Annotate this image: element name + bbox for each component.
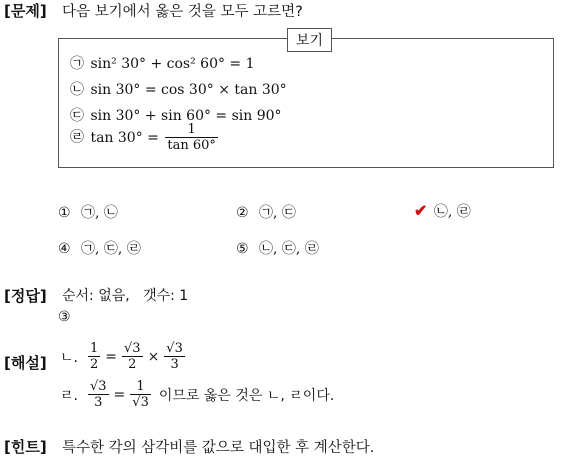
explanation-conclusion: 이므로 옳은 것은 ㄴ, ㄹ이다. <box>158 387 335 404</box>
explanation-fraction <box>122 341 143 372</box>
option-text: ㉠, ㉢, ㉣ <box>81 241 141 257</box>
explanation-line-2 <box>60 379 334 410</box>
item-formula-left: tan 30° = <box>90 129 159 146</box>
check-icon: ✔ <box>414 201 428 220</box>
option-number: ④ <box>58 241 71 257</box>
fraction-denominator: 2 <box>89 357 99 372</box>
example-item-2 <box>70 79 287 99</box>
option-number: ① <box>58 205 71 221</box>
answer-tag: [정답] <box>4 287 47 305</box>
example-item-1 <box>70 53 255 73</box>
fraction-denominator: 2 <box>122 356 143 372</box>
fraction-numerator: √3 <box>124 341 141 356</box>
item-marker: ㉢ <box>70 108 84 124</box>
option-5[interactable] <box>236 238 319 258</box>
explanation-label: ㄴ. <box>60 349 78 366</box>
equals-sign: = <box>105 348 117 365</box>
fraction-denominator: 3 <box>88 394 109 410</box>
fraction-numerator: 1 <box>89 341 99 356</box>
option-text: ㉡, ㉢, ㉣ <box>259 241 319 257</box>
hint-text: 특수한 각의 삼각비를 값으로 대입한 후 계산한다. <box>62 440 375 456</box>
option-4[interactable] <box>58 238 141 258</box>
example-box-label: 보기 <box>287 28 332 52</box>
option-1[interactable] <box>58 202 118 222</box>
explanation-tag: [해설] <box>4 354 47 372</box>
explanation-fraction <box>164 341 185 372</box>
option-text: ㉠, ㉢ <box>259 205 296 221</box>
option-text: ㉠, ㉡ <box>81 205 118 221</box>
option-text: ㉡, ㉣ <box>433 204 471 220</box>
explanation-fraction <box>88 341 100 372</box>
fraction-numerator: √3 <box>89 379 107 394</box>
option-2[interactable] <box>236 202 296 222</box>
explanation-label: ㄹ. <box>60 387 78 404</box>
problem-tag: [문제] <box>4 2 47 20</box>
item-marker: ㉣ <box>70 129 84 146</box>
item-marker: ㉠ <box>70 56 84 72</box>
item-formula: sin² 30° + cos² 60° = 1 <box>90 56 255 72</box>
explanation-fraction <box>88 379 109 410</box>
option-3[interactable] <box>414 201 471 221</box>
item-marker: ㉡ <box>70 82 84 98</box>
times-sign: × <box>147 348 160 365</box>
explanation-fraction <box>130 379 151 410</box>
equals-sign: = <box>113 386 126 403</box>
fraction-denominator: 3 <box>164 356 185 372</box>
option-number: ② <box>236 205 249 221</box>
item-formula: sin 30° + sin 60° = sin 90° <box>90 108 282 124</box>
fraction-numerator: √3 <box>166 341 183 356</box>
fraction-numerator: 1 <box>187 122 196 137</box>
example-item-4 <box>70 122 220 153</box>
item-fraction <box>165 122 218 153</box>
explanation-line-1 <box>60 341 187 372</box>
answer-value: ③ <box>58 309 71 325</box>
fraction-denominator: tan 60° <box>167 138 216 153</box>
option-number: ⑤ <box>236 241 249 257</box>
fraction-denominator: √3 <box>132 395 149 410</box>
question-text: 다음 보기에서 옳은 것을 모두 고르면? <box>62 4 303 20</box>
fraction-numerator: 1 <box>136 379 145 394</box>
answer-meta: 순서: 없음, 갯수: 1 <box>62 288 189 304</box>
hint-tag: [힌트] <box>4 438 47 456</box>
item-formula: sin 30° = cos 30° × tan 30° <box>90 82 287 98</box>
